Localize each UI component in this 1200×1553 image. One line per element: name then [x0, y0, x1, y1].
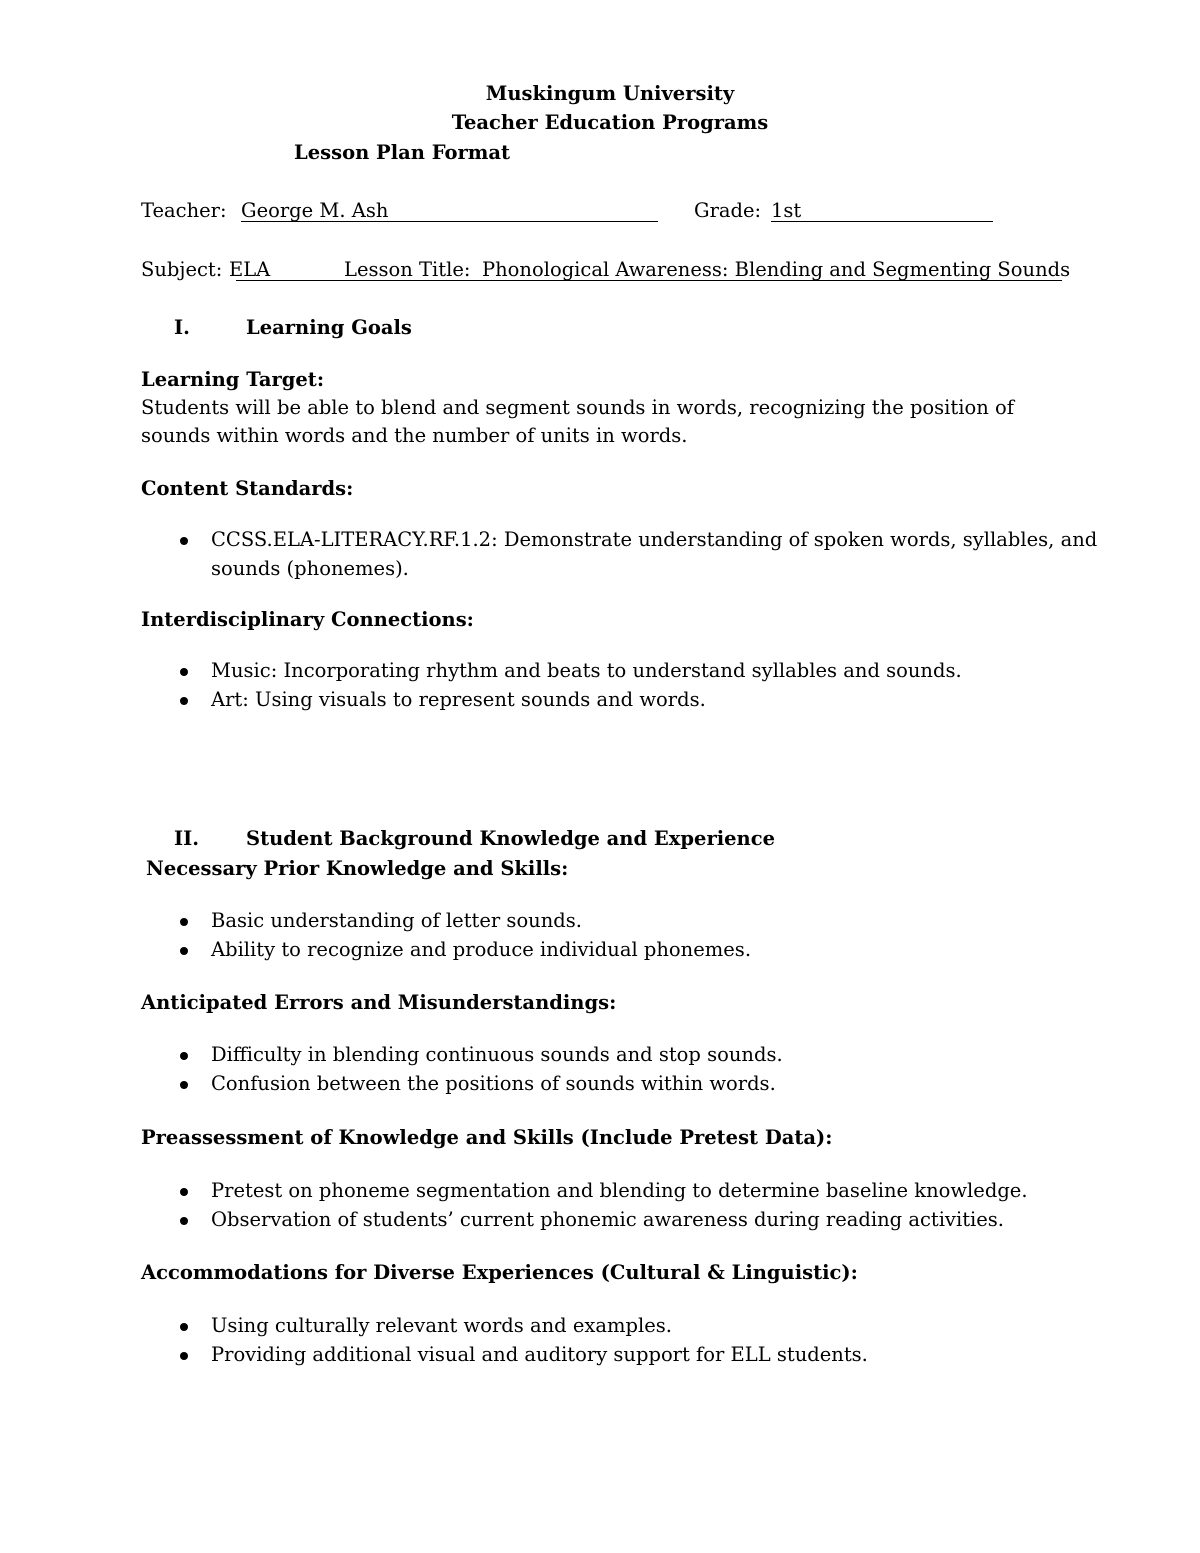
section-2-heading — [174, 827, 775, 850]
anticipated-errors-list — [178, 1040, 1098, 1098]
prior-knowledge-heading: Necessary Prior Knowledge and Skills: — [146, 857, 569, 880]
section-2-title: Student Background Knowledge and Experience — [246, 827, 775, 850]
teacher-label: Teacher: — [141, 199, 227, 222]
content-standards-heading: Content Standards: — [141, 477, 354, 500]
list-item: Art: Using visuals to represent sounds and words. — [178, 685, 1098, 714]
section-2-numeral: II. — [174, 827, 200, 850]
learning-target-text: Students will be able to blend and segment sounds in words, recognizing the position of sounds within words and the number of units in words. — [141, 396, 1014, 447]
list-item: Music: Incorporating rhythm and beats to understand syllables and sounds. — [178, 656, 1098, 685]
prior-knowledge-list — [178, 906, 1098, 964]
interdisciplinary-heading: Interdisciplinary Connections: — [141, 608, 474, 631]
teacher-value: George M. Ash — [241, 199, 389, 222]
content-standards-list — [178, 525, 1098, 583]
preassessment-list — [178, 1176, 1098, 1234]
list-item: Using culturally relevant words and examples. — [178, 1311, 1098, 1340]
grade-value: 1st — [771, 199, 802, 222]
list-item: Basic understanding of letter sounds. — [178, 906, 1098, 935]
lesson-title-label: Lesson Title: — [344, 258, 471, 281]
accommodations-list — [178, 1311, 1098, 1369]
teacher-underline — [241, 221, 658, 222]
section-1-title: Learning Goals — [246, 316, 412, 339]
format-title: Lesson Plan Format — [294, 141, 511, 164]
list-item: Ability to recognize and produce individual phonemes. — [178, 935, 1098, 964]
list-item: Pretest on phoneme segmentation and blending to determine baseline knowledge. — [178, 1176, 1098, 1205]
lesson-title-value: Phonological Awareness: Blending and Segmenting Sounds — [482, 258, 1071, 281]
programs-title: Teacher Education Programs — [451, 111, 769, 134]
list-item: Observation of students’ current phonemic awareness during reading activities. — [178, 1205, 1098, 1234]
subject-value: ELA — [229, 258, 271, 281]
university-name: Muskingum University — [485, 82, 735, 105]
learning-target-heading: Learning Target: — [141, 368, 325, 391]
list-item: Confusion between the positions of sounds within words. — [178, 1069, 1098, 1098]
list-item: Difficulty in blending continuous sounds and stop sounds. — [178, 1040, 1098, 1069]
section-1-numeral: I. — [174, 316, 190, 339]
subject-lesson-underline — [236, 280, 1062, 281]
list-item: Providing additional visual and auditory support for ELL students. — [178, 1340, 1098, 1369]
anticipated-errors-heading: Anticipated Errors and Misunderstandings: — [141, 991, 617, 1014]
interdisciplinary-list — [178, 656, 1098, 714]
grade-underline — [771, 221, 993, 222]
subject-label: Subject: — [141, 258, 223, 281]
section-1-heading — [174, 316, 412, 339]
grade-label: Grade: — [694, 199, 762, 222]
preassessment-heading: Preassessment of Knowledge and Skills (Include Pretest Data): — [141, 1126, 833, 1149]
list-item: CCSS.ELA-LITERACY.RF.1.2: Demonstrate understanding of spoken words, syllables, and sounds (phonemes). — [178, 525, 1098, 583]
accommodations-heading: Accommodations for Diverse Experiences (Cultural & Linguistic): — [141, 1261, 858, 1284]
